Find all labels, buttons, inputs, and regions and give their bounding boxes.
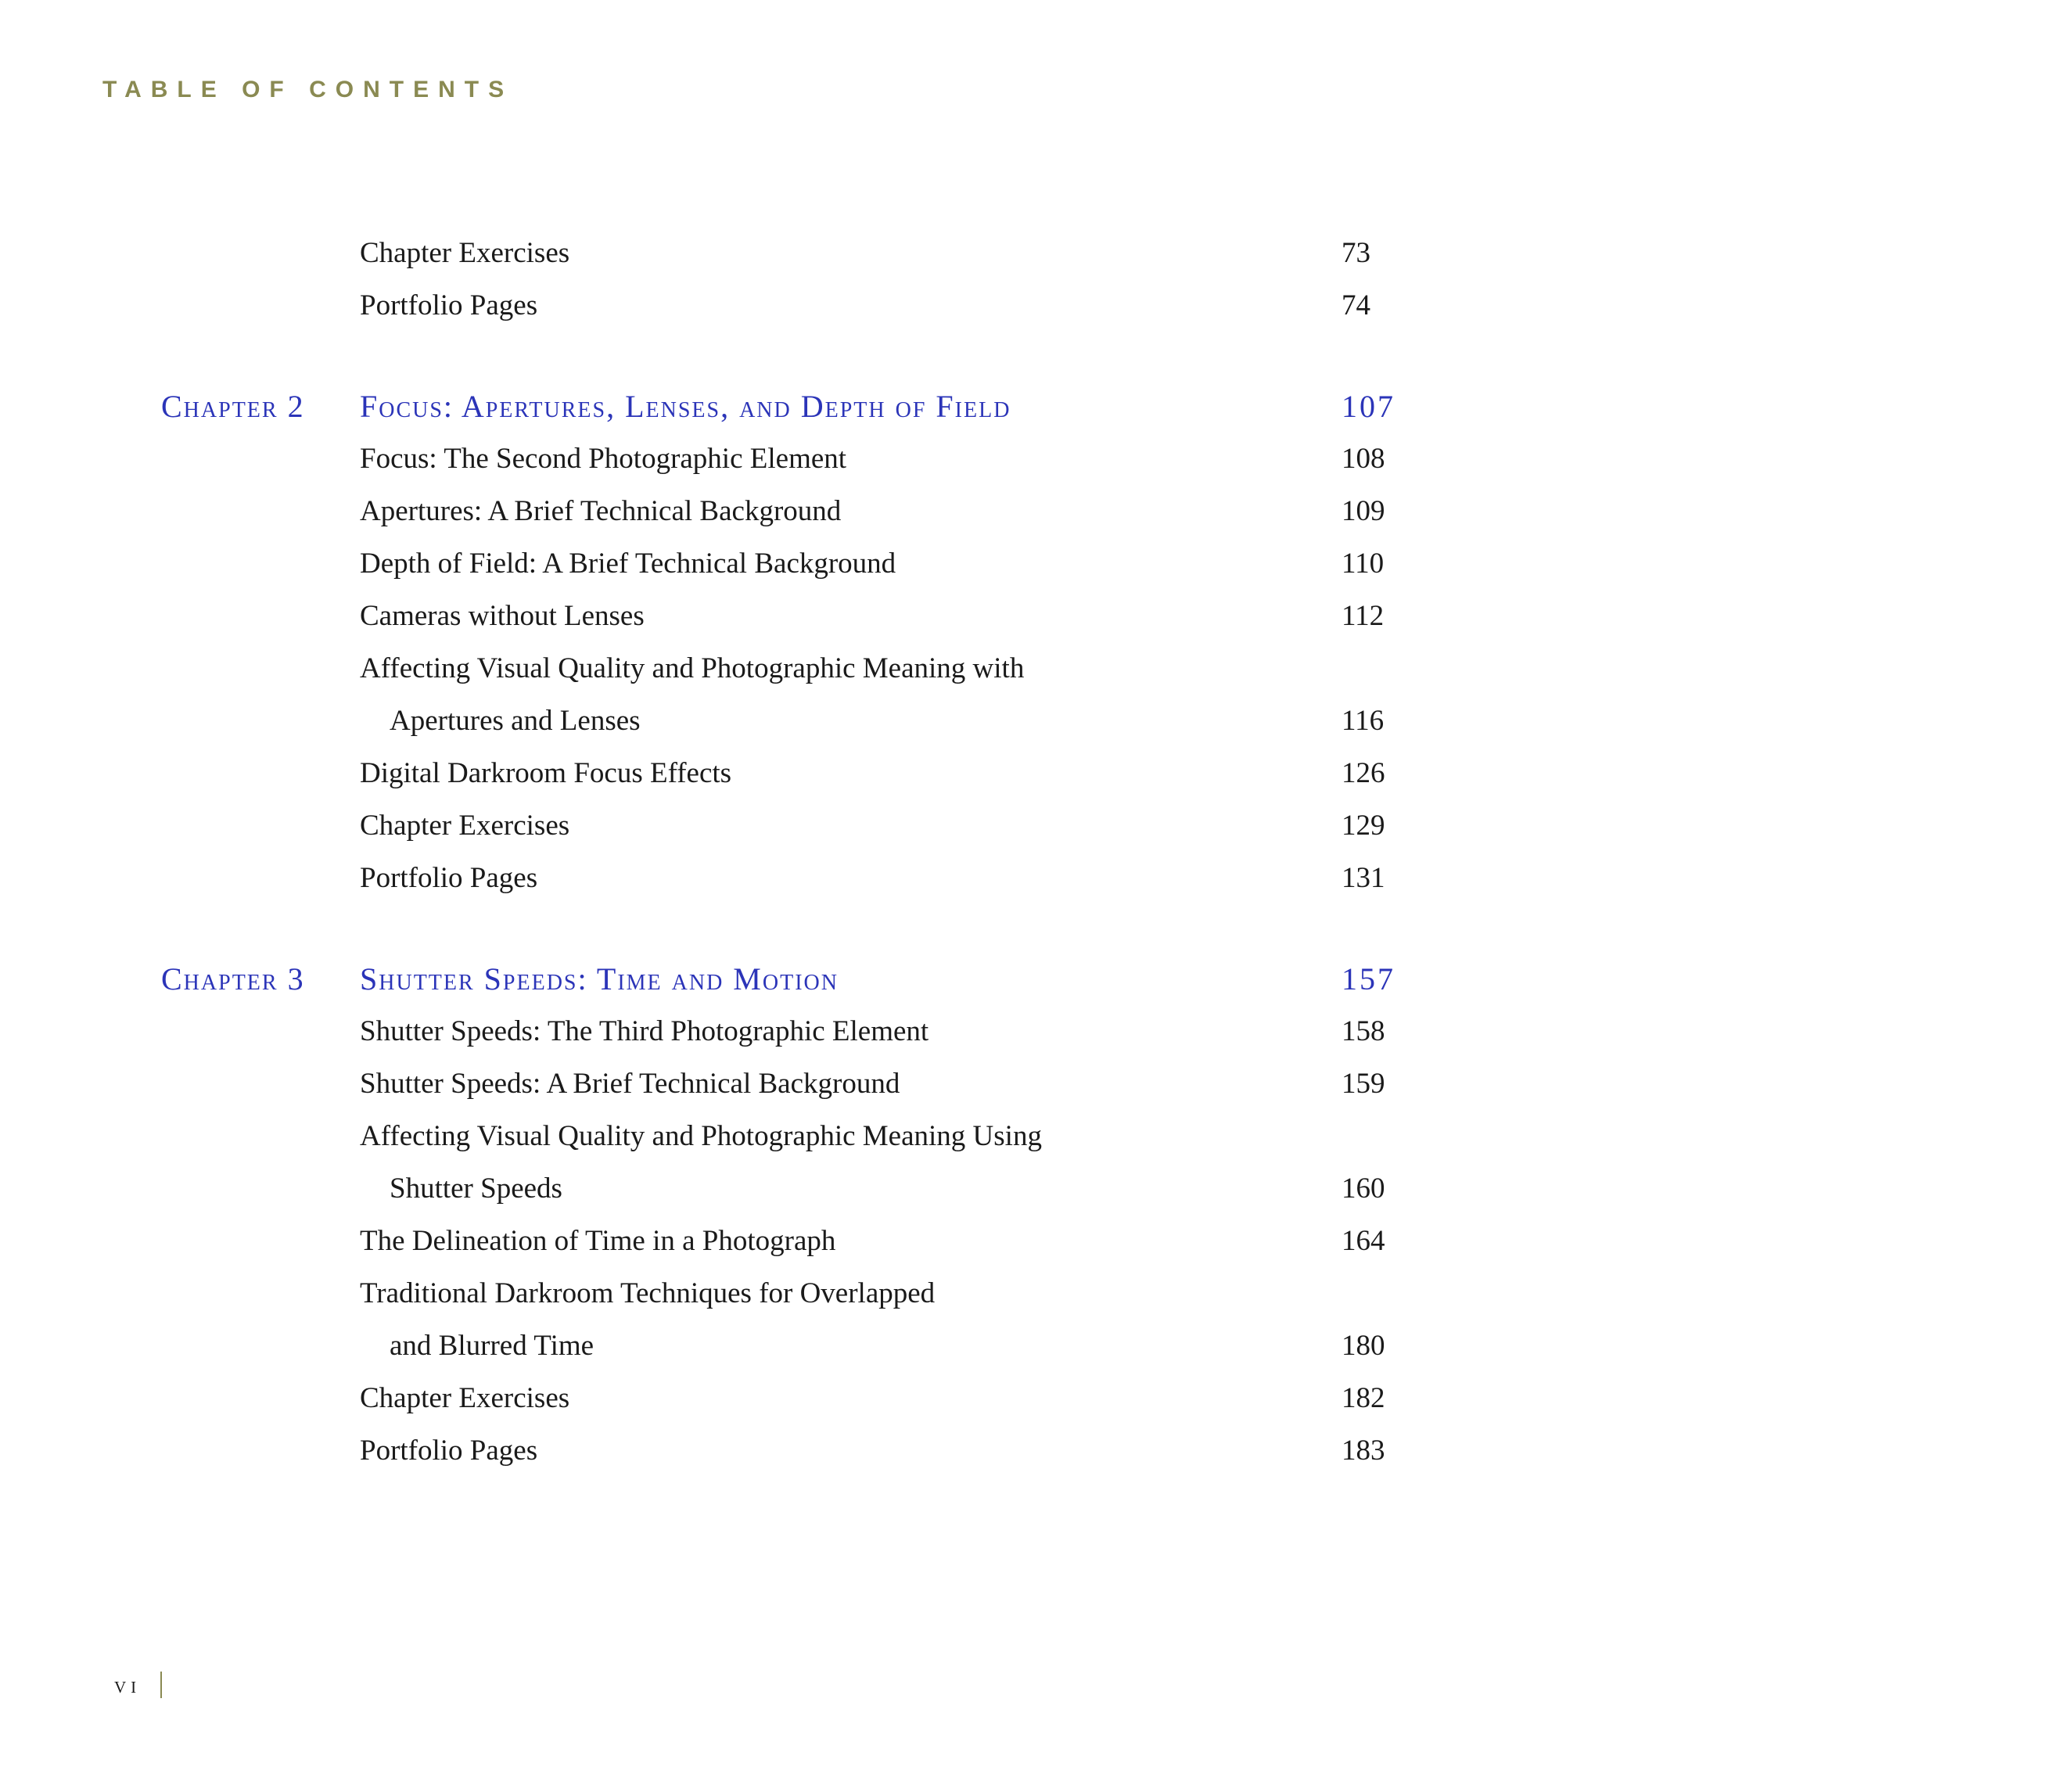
toc-entry-page: 160 <box>1342 1173 1385 1205</box>
toc-entry[interactable] <box>0 1110 2051 1162</box>
toc-entry[interactable] <box>0 227 2051 279</box>
toc-entry[interactable] <box>0 642 2051 695</box>
toc-entry-page: 164 <box>1342 1225 1385 1257</box>
toc-entry[interactable] <box>0 1215 2051 1267</box>
toc-entry[interactable] <box>0 433 2051 485</box>
chapter-label: Chapter 2 <box>161 389 305 424</box>
page-number: vi <box>114 1672 142 1698</box>
toc-entry[interactable] <box>0 590 2051 642</box>
toc-entry-page: 180 <box>1342 1330 1385 1362</box>
toc-entry[interactable] <box>0 1372 2051 1424</box>
chapter-page: 157 <box>1342 961 1395 997</box>
toc-entry-title: Depth of Field: A Brief Technical Background <box>360 548 896 580</box>
toc-entry-page: 129 <box>1342 810 1385 842</box>
toc-entry-page: 182 <box>1342 1382 1385 1414</box>
toc-entry[interactable] <box>0 799 2051 852</box>
chapter-2-heading[interactable] <box>0 380 2051 433</box>
toc-entry-title: The Delineation of Time in a Photograph <box>360 1225 836 1257</box>
toc-entry[interactable] <box>0 485 2051 537</box>
toc-entry-title: Portfolio Pages <box>360 289 538 321</box>
toc-entry-title: Shutter Speeds: A Brief Technical Background <box>360 1068 900 1100</box>
toc-entry-page: 74 <box>1342 289 1370 321</box>
toc-entry-title: Portfolio Pages <box>360 862 538 894</box>
toc-entry-page: 116 <box>1342 705 1385 737</box>
toc-entry[interactable] <box>0 1005 2051 1058</box>
running-head: TABLE OF CONTENTS <box>102 77 514 102</box>
toc-entry-title: Shutter Speeds: The Third Photographic Element <box>360 1015 929 1047</box>
toc-entry-title: Chapter Exercises <box>360 810 570 842</box>
chapter-page: 107 <box>1342 389 1395 424</box>
toc-entry[interactable] <box>0 1267 2051 1320</box>
toc-entry-title: Chapter Exercises <box>360 1382 570 1414</box>
chapter-title: Focus: Apertures, Lenses, and Depth of Field <box>360 389 1011 424</box>
table-of-contents <box>0 227 2051 1477</box>
toc-entry-title: Chapter Exercises <box>360 237 570 269</box>
toc-entry-continuation[interactable] <box>0 695 2051 747</box>
toc-entry[interactable] <box>0 852 2051 904</box>
toc-entry[interactable] <box>0 537 2051 590</box>
toc-entry-page: 126 <box>1342 757 1385 789</box>
toc-entry-continuation[interactable] <box>0 1320 2051 1372</box>
toc-entry-title: Digital Darkroom Focus Effects <box>360 757 732 789</box>
toc-entry-page: 73 <box>1342 237 1370 269</box>
toc-entry-title: Affecting Visual Quality and Photographic Meaning with <box>360 652 1025 684</box>
toc-entry-title: Portfolio Pages <box>360 1435 538 1467</box>
toc-entry-page: 108 <box>1342 443 1385 475</box>
toc-entry-title: Apertures: A Brief Technical Background <box>360 495 842 527</box>
toc-entry-title: Focus: The Second Photographic Element <box>360 443 847 475</box>
folio-rule <box>160 1672 162 1698</box>
toc-entry-page: 183 <box>1342 1435 1385 1467</box>
toc-entry-page: 158 <box>1342 1015 1385 1047</box>
toc-entry-title-continued: and Blurred Time <box>390 1330 594 1362</box>
toc-entry-page: 131 <box>1342 862 1385 894</box>
toc-entry-continuation[interactable] <box>0 1162 2051 1215</box>
toc-entry-title: Affecting Visual Quality and Photographic Meaning Using <box>360 1120 1042 1152</box>
chapter-3-heading[interactable] <box>0 953 2051 1005</box>
toc-entry-title-continued: Apertures and Lenses <box>390 705 641 737</box>
toc-entry[interactable] <box>0 1058 2051 1110</box>
chapter-label: Chapter 3 <box>161 961 305 997</box>
toc-entry-title: Cameras without Lenses <box>360 600 645 632</box>
toc-entry-title: Traditional Darkroom Techniques for Overlapped <box>360 1277 936 1309</box>
toc-entry-page: 112 <box>1342 600 1385 632</box>
toc-entry-title-continued: Shutter Speeds <box>390 1173 562 1205</box>
toc-entry-page: 109 <box>1342 495 1385 527</box>
toc-entry-page: 159 <box>1342 1068 1385 1100</box>
toc-entry[interactable] <box>0 279 2051 332</box>
chapter-title: Shutter Speeds: Time and Motion <box>360 961 839 997</box>
toc-entry[interactable] <box>0 747 2051 799</box>
toc-entry-page: 110 <box>1342 548 1385 580</box>
toc-entry[interactable] <box>0 1424 2051 1477</box>
